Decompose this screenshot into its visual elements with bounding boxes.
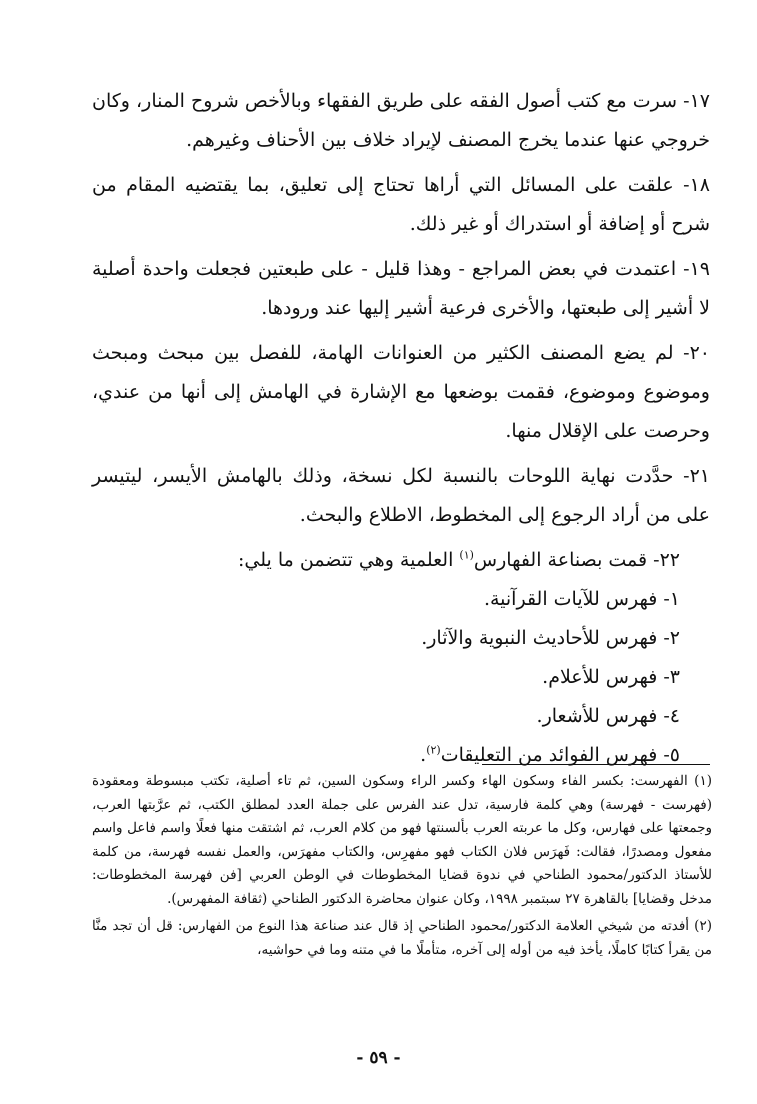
paragraph-18: ١٨- علقت على المسائل التي أراها تحتاج إلى تعليق، بما يقتضيه المقام من شرح أو إضافة أو استدراك أو غير ذلك. (92, 174, 710, 235)
footnotes (92, 770, 712, 966)
list-item-end: . (420, 744, 427, 766)
list-item: ٣- فهرس للأعلام. (542, 666, 680, 688)
list-item: ٢- فهرس للأحاديث النبوية والآثار. (421, 627, 680, 649)
footnote-1: (١) الفهرست: بكسر الفاء وسكون الهاء وكسر الراء وسكون السين، ثم تاء أصلية، تكتب مبسوطة ومعقودة (فهرست - فهرسة) وهي كلمة فارسية، تدل عند الفرس على جملة العدد لمطلق الكتب، ثم عرَّبتها العرب، وجمعتها على فهارس، وكل ما عربته العرب بألسنتها فهو من كلام العرب، ثم اشتقت منها فعلًا واسم فاعل واسم مفعول ومصدرًا، فقالت: فَهرَس فلان الكتاب فهو مفهرِس، والكتاب مفهرَس، والعمل نفسه فهرسة، من كلمة للأستاذ الدكتور/محمود الطناحي في ندوة قضايا المخطوطات في الوطن العربي [فن فهرسة المخطوطات: مدخل وقضايا] بالقاهرة ٢٧ سبتمبر ١٩٩٨، وكان عنوان محاضرة الدكتور الطناحي (ثقافة المفهرس). (92, 773, 712, 907)
paragraph-20: ٢٠- لم يضع المصنف الكثير من العنوانات الهامة، للفصل بين مبحث ومبحث وموضوع وموضوع، فقمت بوضعها مع الإشارة في الهامش إلى أنها من عندي، وحرصت على الإقلال منها. (92, 342, 710, 442)
main-text (92, 82, 710, 775)
list-item-text: ٥- فهرس الفوائد من التعليقات (440, 744, 680, 766)
footnote-ref-2[interactable]: (٢) (426, 743, 441, 757)
footnote-2: (٢) أفدته من شيخي العلامة الدكتور/محمود الطناحي إذ قال عند صناعة هذا النوع من الفهارس: قل أن تجد منَّا من يقرأ كتابًا كاملًا، يأخذ فيه من أوله إلى آخره، متأملًا ما في متنه وما في حواشيه، (92, 918, 712, 958)
list-item: ٤- فهرس للأشعار. (536, 705, 680, 727)
list-item: ١- فهرس للآيات القرآنية. (483, 588, 680, 610)
list-intro-start: ٢٢- قمت بصناعة الفهارس (473, 549, 680, 571)
footnote-ref-1[interactable]: (١) (459, 548, 474, 562)
paragraph-21: ٢١- حدَّدت نهاية اللوحات بالنسبة لكل نسخة، وذلك بالهامش الأيسر، ليتيسر على من أراد الرجوع إلى المخطوط، الاطلاع والبحث. (92, 465, 710, 526)
list-intro-end: العلمية وهي تتضمن ما يلي: (238, 549, 460, 571)
paragraph-22 (92, 541, 710, 580)
paragraph-17: ١٧- سرت مع كتب أصول الفقه على طريق الفقهاء وبالأخص شروح المنار، وكان خروجي عنها عندما يخرج المصنف لإيراد خلاف بين الأحناف وغيرهم. (92, 90, 710, 151)
page-number: - ٥٩ - (356, 1048, 401, 1068)
paragraph-19: ١٩- اعتمدت في بعض المراجع - وهذا قليل - على طبعتين فجعلت واحدة أصلية لا أشير إلى طبعتها، والأخرى فرعية أشير إليها عند ورودها. (92, 258, 710, 319)
footnote-divider (482, 764, 710, 765)
